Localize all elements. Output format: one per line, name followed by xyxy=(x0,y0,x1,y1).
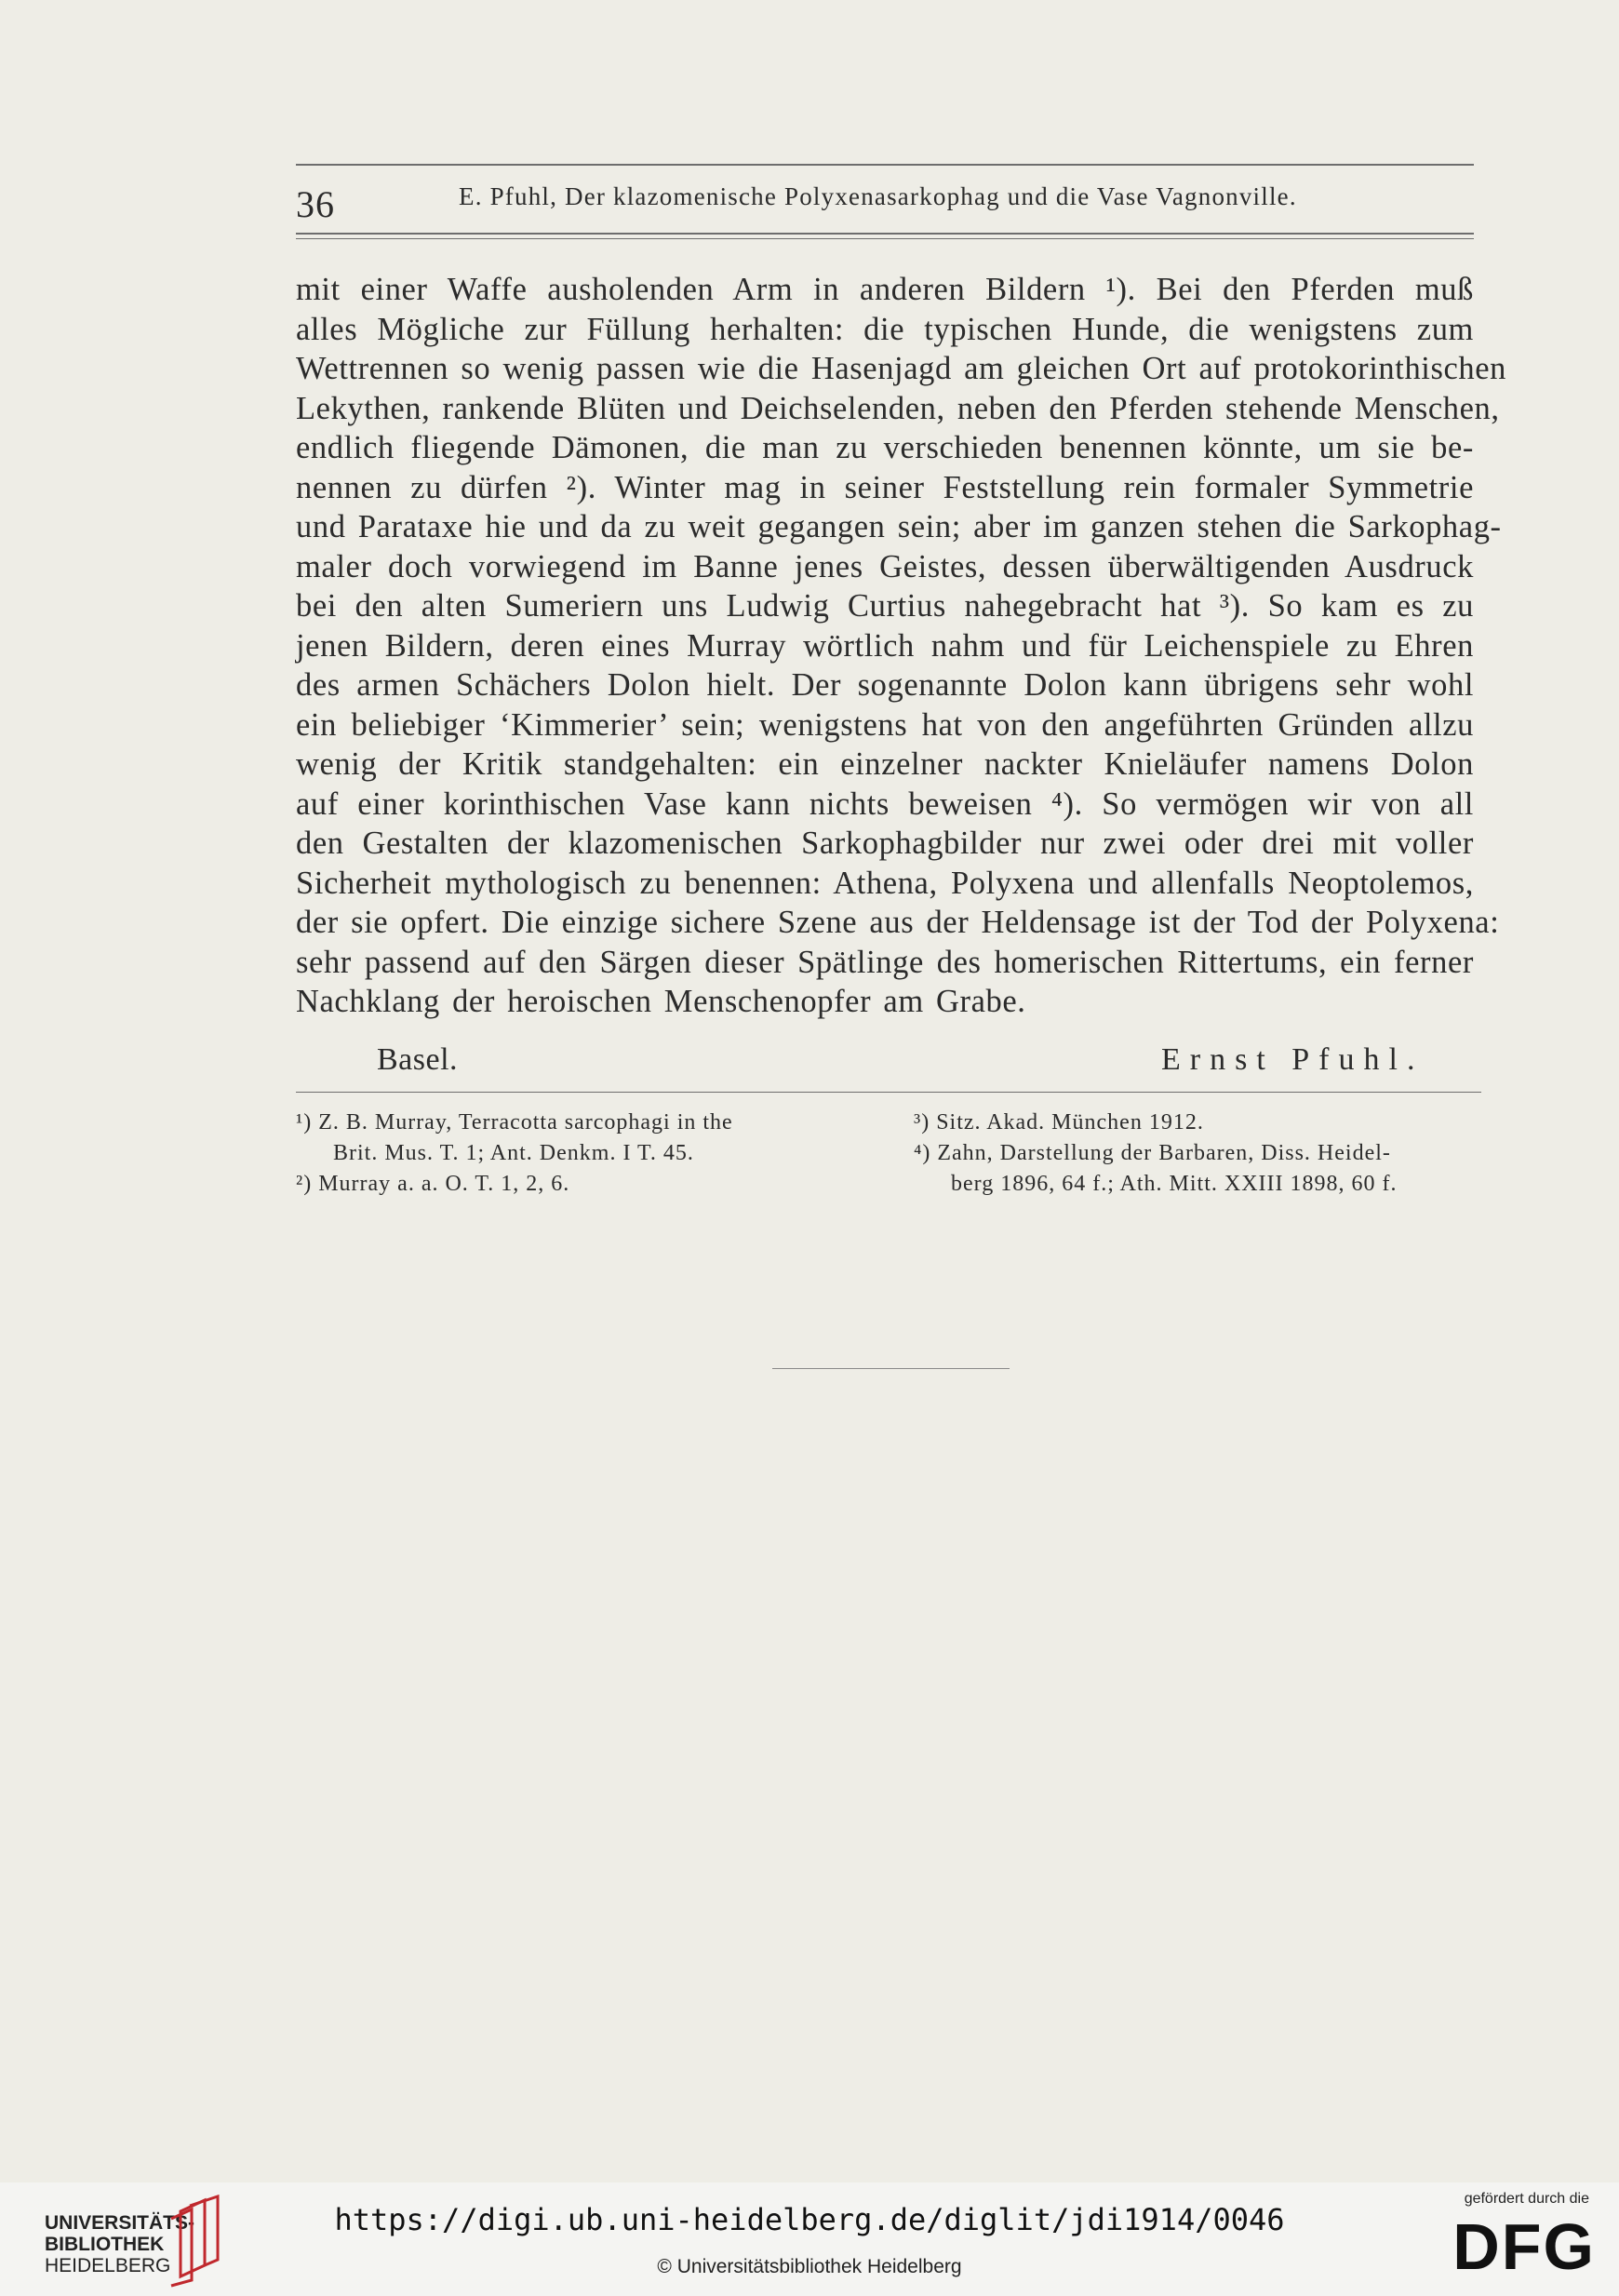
footnote-rule xyxy=(296,1092,1481,1093)
library-line-2: BIBLIOTHEK xyxy=(45,2234,165,2255)
footnote-1: ¹) Z. B. Murray, Terracotta sarcophagi in the xyxy=(296,1110,733,1135)
footnote-3: ³) Sitz. Akad. München 1912. xyxy=(914,1110,1204,1135)
running-title: E. Pfuhl, Der klazomenische Polyxenasarkophag und die Vase Vagnonville. xyxy=(459,182,1297,210)
body-line: sehr passend auf den Särgen dieser Spätlinge des homerischen Rittertums, ein ferner xyxy=(296,944,1474,980)
viewer-footer xyxy=(0,2182,1619,2296)
library-line-1: UNIVERSITÄTS- xyxy=(45,2212,195,2234)
footnote-1-cont: Brit. Mus. T. 1; Ant. Denkm. I T. 45. xyxy=(333,1141,694,1165)
body-line: wenig der Kritik standgehalten: ein einzelner nackter Knieläufer namens Dolon xyxy=(296,746,1474,782)
library-line-3: HEIDELBERG xyxy=(45,2255,171,2276)
body-line: jenen Bildern, deren eines Murray wörtlich nahm und für Leichenspiele zu Ehren xyxy=(296,627,1474,664)
body-line: und Parataxe hie und da zu weit gegangen sein; aber im ganzen stehen die Sarkophag- xyxy=(296,509,1502,544)
footnotes-left xyxy=(296,1108,873,1200)
body-line: maler doch vorwiegend im Banne jenes Geistes, dessen überwältigenden Ausdruck xyxy=(296,548,1474,584)
body-line: alles Mögliche zur Füllung herhalten: die typischen Hunde, die wenigstens zum xyxy=(296,311,1474,347)
body-line: ein beliebiger ‘Kimmerier’ sein; wenigstens hat von den angeführten Gründen allzu xyxy=(296,706,1474,743)
copyright-notice: © Universitätsbibliothek Heidelberg xyxy=(657,2256,962,2277)
page-number: 36 xyxy=(296,183,335,225)
body-line: Wettrennen so wenig passen wie die Hasenjagd am gleichen Ort auf protokorinthischen xyxy=(296,351,1507,386)
body-line: endlich fliegende Dämonen, die man zu verschieden benennen könnte, um sie be- xyxy=(296,430,1474,465)
header-bottom-rule-1 xyxy=(296,233,1474,235)
footnote-4: ⁴) Zahn, Darstellung der Barbaren, Diss. Heidel- xyxy=(914,1141,1391,1165)
header-bottom-rule-2 xyxy=(296,238,1474,239)
footnotes-right xyxy=(914,1108,1481,1200)
body-line: nennen zu dürfen ²). Winter mag in seiner Feststellung rein formaler Symmetrie xyxy=(296,469,1474,505)
body-line: Lekythen, rankende Blüten und Deichselenden, neben den Pferden stehende Menschen, xyxy=(296,390,1500,426)
funder-caption: gefördert durch die xyxy=(1464,2191,1589,2207)
footnote-2: ²) Murray a. a. O. T. 1, 2, 6. xyxy=(296,1172,570,1196)
body-line: der sie opfert. Die einzige sichere Szene aus der Heldensage ist der Tod der Polyxena: xyxy=(296,905,1500,940)
page-header xyxy=(296,182,1474,229)
body-line: auf einer korinthischen Vase kann nichts beweisen ⁴). So vermögen wir von all xyxy=(296,785,1474,822)
end-rule xyxy=(772,1368,1010,1369)
body-text xyxy=(296,270,1507,1022)
body-line: Nachklang der heroischen Menschenopfer am Grabe. xyxy=(296,984,1026,1019)
body-line: des armen Schächers Dolon hielt. Der sogenannte Dolon kann übrigens sehr wohl xyxy=(296,667,1474,703)
body-line: den Gestalten der klazomenischen Sarkophagbilder nur zwei oder drei mit voller xyxy=(296,826,1474,861)
permalink-url[interactable]: https://digi.ub.uni-heidelberg.de/diglit/jdi1914/0046 xyxy=(334,2202,1285,2237)
body-line: Sicherheit mythologisch zu benennen: Athena, Polyxena und allenfalls Neoptolemos, xyxy=(296,865,1474,901)
signature-place: Basel. xyxy=(377,1042,459,1077)
header-top-rule xyxy=(296,164,1474,166)
dfg-logo: DFG xyxy=(1452,2210,1596,2283)
footnote-4-cont: berg 1896, 64 f.; Ath. Mitt. XXIII 1898, 60 f. xyxy=(951,1172,1398,1196)
signature-author: Ernst Pfuhl. xyxy=(1161,1042,1425,1077)
body-line: mit einer Waffe ausholenden Arm in anderen Bildern ¹). Bei den Pferden muß xyxy=(296,272,1474,307)
body-line: bei den alten Sumeriern uns Ludwig Curtius nahegebracht hat ³). So kam es zu xyxy=(296,588,1474,624)
